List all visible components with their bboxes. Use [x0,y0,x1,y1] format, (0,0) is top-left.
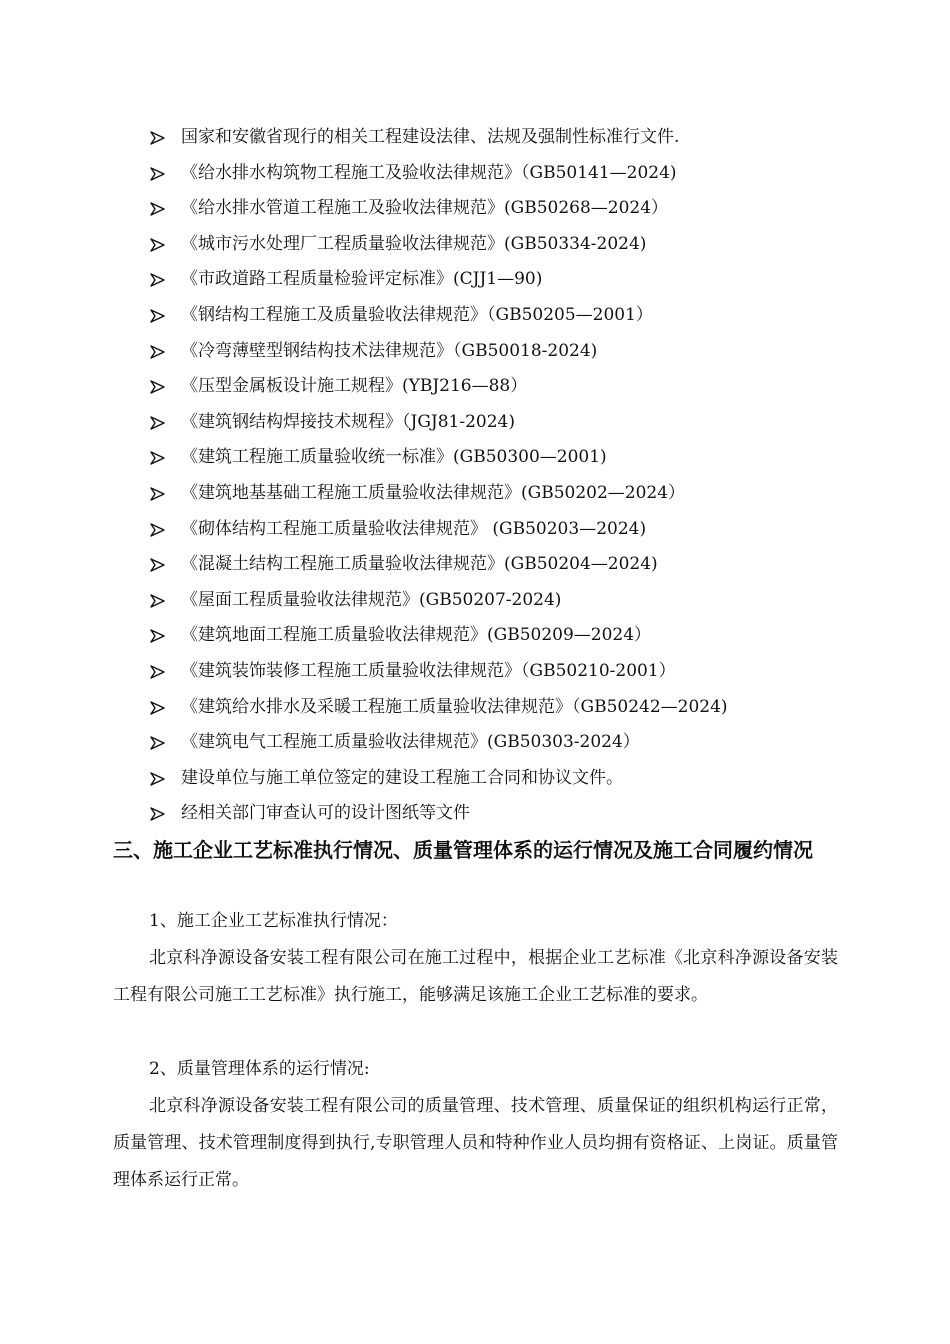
list-item-text: 《钢结构工程施工及质量验收法律规范》（GB50205—2001） [181,304,653,325]
list-item-text: 《砌体结构工程施工质量验收法律规范》 (GB50203—2024) [181,518,647,539]
list-item-text: 建设单位与施工单位签定的建设工程施工合同和协议文件。 [181,767,623,788]
arrowhead-bullet-icon [150,761,168,797]
list-item [0,120,950,156]
list-item [0,440,950,476]
subsection-2-title: 2、质量管理体系的运行情况: [149,1059,370,1079]
list-item [0,654,950,690]
arrowhead-bullet-icon [150,405,168,441]
list-item-text: 《建筑地面工程施工质量验收法律规范》(GB50209—2024） [181,625,652,646]
list-item [0,156,950,192]
list-item [0,298,950,334]
list-item-text: 《建筑装饰装修工程施工质量验收法律规范》（GB50210-2001） [181,660,676,681]
arrowhead-bullet-icon [150,227,168,263]
list-item-text: 《市政道路工程质量检验评定标准》(CJJ1—90) [181,269,543,290]
list-item-text: 《给水排水构筑物工程施工及验收法律规范》（GB50141—2024) [181,162,677,183]
arrowhead-bullet-icon [150,690,168,726]
subsection-2-body: 北京科净源设备安装工程有限公司的质量管理、技术管理、质量保证的组织机构运行正常，质量管理、技术管理制度得到执行,专职管理人员和特种作业人员均拥有资格证、上岗证。质量管理体系运行正常。 [113,1096,838,1190]
list-item [0,334,950,370]
arrowhead-bullet-icon [150,512,168,548]
section-heading: 三、施工企业工艺标准执行情况、质量管理体系的运行情况及施工合同履约情况 [113,838,813,862]
arrowhead-bullet-icon [150,262,168,298]
subsection-1-body: 北京科净源设备安装工程有限公司在施工过程中，根据企业工艺标准《北京科净源设备安装工程有限公司施工工艺标准》执行施工，能够满足该施工企业工艺标准的要求。 [113,948,838,1005]
list-item [0,227,950,263]
arrowhead-bullet-icon [150,725,168,761]
arrowhead-bullet-icon [150,583,168,619]
list-item-text: 《屋面工程质量验收法律规范》(GB50207-2024) [181,589,562,610]
arrowhead-bullet-icon [150,796,168,832]
list-item-text: 《建筑地基基础工程施工质量验收法律规范》(GB50202—2024） [181,482,686,503]
list-item-text: 《混凝土结构工程施工质量验收法律规范》(GB50204—2024) [181,554,658,575]
list-item-text: 《建筑钢结构焊接技术规程》（JGJ81-2024) [181,411,515,432]
list-item [0,262,950,298]
list-item [0,761,950,797]
arrowhead-bullet-icon [150,476,168,512]
standards-bullet-list [0,120,950,832]
arrowhead-bullet-icon [150,440,168,476]
list-item [0,191,950,227]
list-item [0,690,950,726]
list-item-text: 《城市污水处理厂工程质量验收法律规范》(GB50334-2024) [181,233,647,254]
arrowhead-bullet-icon [150,547,168,583]
list-item [0,547,950,583]
list-item-text: 《冷弯薄壁型钢结构技术法律规范》（GB50018-2024) [181,340,598,361]
list-item-text: 《压型金属板设计施工规程》(YBJ216—88） [181,376,528,397]
arrowhead-bullet-icon [150,334,168,370]
list-item [0,725,950,761]
list-item [0,369,950,405]
list-item-text: 《建筑工程施工质量验收统一标准》(GB50300—2001) [181,447,607,468]
list-item [0,405,950,441]
list-item [0,618,950,654]
arrowhead-bullet-icon [150,369,168,405]
list-item-text: 《建筑给水排水及采暖工程施工质量验收法律规范》（GB50242—2024) [181,696,728,717]
list-item [0,512,950,548]
arrowhead-bullet-icon [150,298,168,334]
list-item-text: 《建筑电气工程施工质量验收法律规范》(GB50303-2024） [181,732,640,753]
arrowhead-bullet-icon [150,191,168,227]
arrowhead-bullet-icon [150,618,168,654]
arrowhead-bullet-icon [150,120,168,156]
arrowhead-bullet-icon [150,654,168,690]
list-item-text: 国家和安徽省现行的相关工程建设法律、法规及强制性标准行文件. [181,127,680,147]
list-item [0,583,950,619]
list-item-text: 《给水排水管道工程施工及验收法律规范》(GB50268—2024） [181,198,669,219]
list-item [0,796,950,832]
subsection-1-title: 1、施工企业工艺标准执行情况： [149,911,398,931]
arrowhead-bullet-icon [150,156,168,192]
list-item-text: 经相关部门审查认可的设计图纸等文件 [181,803,470,824]
list-item [0,476,950,512]
